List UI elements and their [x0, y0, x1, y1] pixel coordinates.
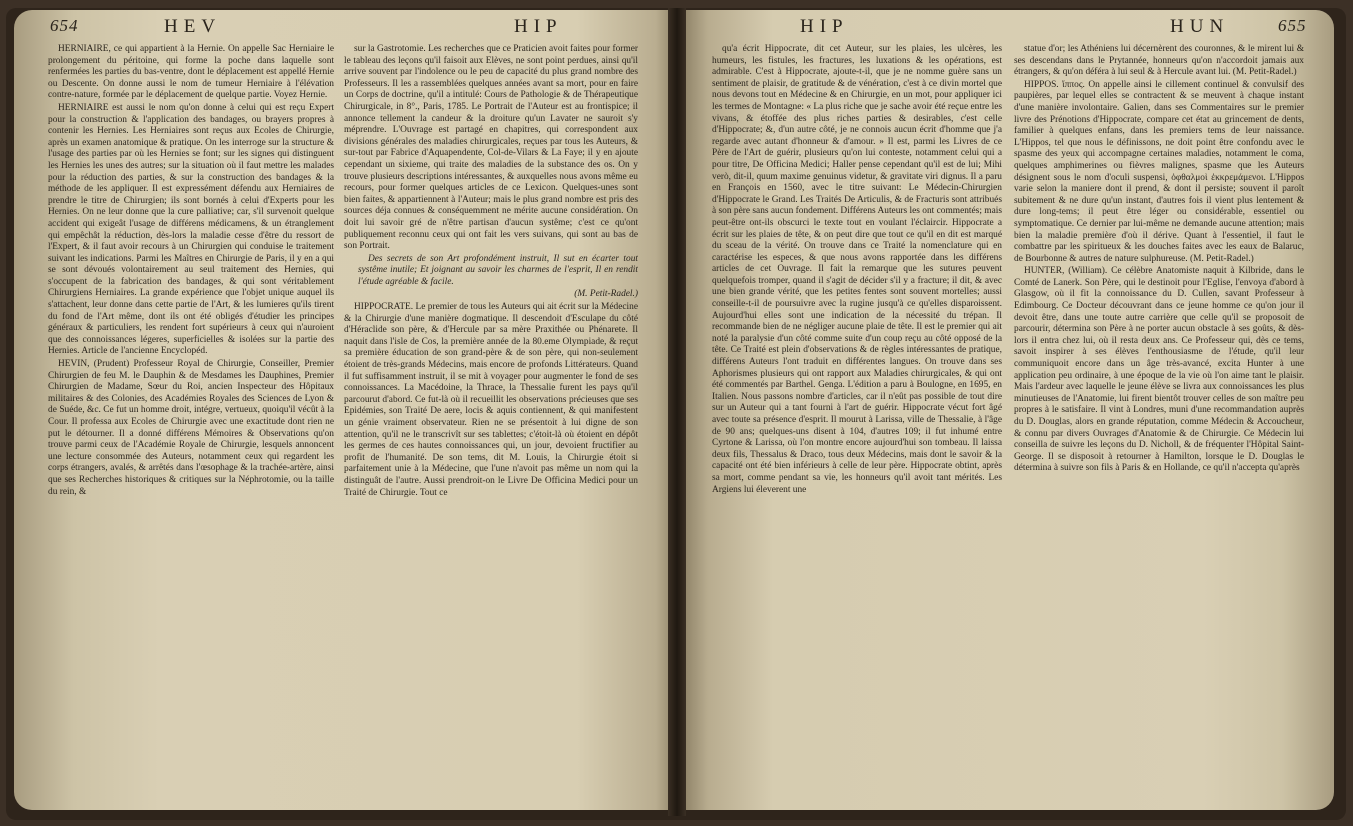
entry-paragraph: statue d'or; les Athéniens lui décernèrent des couronnes, & le mirent lui & ses descendans dans le Prytannée, honneurs qu'on n'accordoit jamais aux étrangers, & qu'on déféra à lui seul & à Hercule avant lui. (M. Petit-Radel.) [1014, 44, 1304, 78]
page-number: 655 [1278, 16, 1307, 35]
entry-paragraph: qu'a écrit Hippocrate, dit cet Auteur, sur les plaies, les ulcères, les humeurs, les fistules, les fractures, les luxations & les opérations, est admirable. C'est à Hippocrate, ajoute-t-il, que je ne nomme guère sans un sentiment de plaisir, de gratitude & de vénération, c'est à ce divin mortel que nous devons tout en Médecine & en Chirurgie, en un mot, pour appliquer ici les termes de Montagne: « La plus riche que je sache avoir été reçue entre les vivans, & étoffée des plus riches parties & desirables, c'est celle d'Hippocrate; &, d'un autre côté, je ne connois aucun écrit d'homme que j'a regarde avec autant d'honneur & d'amour. » Il est, parmi les Livres de ce Père de l'Art de guérir, plusieurs qu'on lui conteste, notamment celui qui a pour titre, De Officina Medici; Haller pense cependant qu'il est de lui; Mihi verò, dit-il, quum maxime genuinus videtur, & gravitate viri dignus. Il a paru en François en 1560, avec le titre suivant: Le Médecin-Chirurgien d'Hippocrate le Grand. Les Traités De Articulis, & de Fracturis sont attribués à son père sans aucun fondement. Différens Auteurs les ont commentés; mais peut-être ont-ils obscurci le texte tout en voulant l'éclaircir. Hippocrate a écrit sur les plaies de tête, & on peut dire que tout ce qu'il en dit est marqué du sceau de la vérité. On trouve dans ce Traité la nomenclature qui en caractérise les especes, & que nous avons rapportée dans les différens articles de cet Ouvrage. Il fait la remarque que les sutures peuvent quelquefois tromper, quand il s'agit de décider s'il y a fracture; il dit, & avec une bien grande vérité, que les petites fentes sont souvent mortelles; aussi conseille-t-il de poursuivre avec la rugine jusqu'à ce qu'elles disparoissent. Aujourd'hui elles sont une indication de la nécessité du trépan. Il recommande bien de ne négliger aucune plaie de tête. Il est le premier qui ait noté la paralysie d'un côté comme suite d'un coup reçu au côté opposé de la tête. Ce Traité est plein d'observations & de règles intéressantes de pratique, différens Auteurs l'ont traduit en différentes langues. On trouve dans ses Aphorismes plusieurs qui ont rapport aux Maladies chirurgicales, & qui ont été commentés par Barthel. Genga. L'édition a paru à Boulogne, en 1695, en Italien. Nous passons nombre d'articles, car il n'eût pas possible de tout dire sur un Auteur qui a tant fourni à l'art de guérir. Hippocrate vécut fort âgé avec toute sa présence d'esprit. Il mourut à Larissa, ville de Thessalie, à l'âge de 90 ans; quelques-uns disent à 104, d'autres 109; il fut inhumé entre Cyrtone & Larissa, où l'on montre encore aujourd'hui son tombeau. Il laissa deux fils, Thessalus & Draco, tous deux Médecins, mais dont le savoir & la capacité ont été bien inférieurs à celle de leur père. Hippocrate obtint, après sa mort, comme pendant sa vie, les honneurs qu'il avoit tant mérités. Les Argiens lui éleverent une [712, 44, 1002, 495]
page-number: 654 [50, 16, 79, 35]
right-running-head [682, 16, 1334, 42]
entry-paragraph: HERNIAIRE est aussi le nom qu'on donne à celui qui est reçu Expert pour la construction & l'application des bandages, ou brayers propres à contenir les Hernies. Les Herniaires sont reçus aux Ecoles de Chirurgie, après un examen anatomique & pratique. On les interroge sur la structure & l'usage des parties par où les Hernies se font; sur les signes qui distinguent les Hernies les unes des autres; sur la situation où il faut mettre les malades pour la réduction des parties, & sur la construction des bandages & la méthode de les appliquer. Il est expressément défendu aux Herniaires de prendre le titre de Chirurgien; ils sont bornés à celui d'Experts pour les Hernies. On ne leur donne que la cure palliative; car, s'il survenoit quelque accident qui exigeât l'usage de différens médicamens, & un étranglement qui empêchât la réduction, dès-lors la maladie cesse d'être du ressort de l'Expert, & il faut avoir recours à un Chirurgien qui conduise le traitement suivant les indications. Parmi les Maîtres en Chirurgie de Paris, il y en a qui se sont dévoués volontairement au seul traitement des Hernies, qui s'occupent de la fabrication des bandages, & qui sont véritablement Chirurgiens Herniaires. La grande expérience que l'objet unique auquel ils s'attachent, leur donne dans cette partie de l'Art, & les lumieres qu'ils tirent du fond de l'Art même, dont ils ont été obligés d'étudier les principes généraux & particuliers, les rendent fort supérieurs à ceux qui n'auroient que des connoissances légeres, superficielles & isolées sur la partie des Hernies. Article de l'ancienne Encyclopéd. [48, 102, 334, 357]
running-head-word: HUN [1170, 16, 1230, 37]
entry-paragraph: sur la Gastrotomie. Les recherches que ce Praticien avoit faites pour former le tableau des leçons qu'il faisoit aux Elèves, ne sont point perdues, ainsi qu'il arrive souvent par l'indolence ou le peu de capacité du plus grand nombre des Professeurs. Il les a rassemblées quelques années avant sa mort, pour en faire un Corps de doctrine, qu'il a intitulé: Cours de Pathologie & de Thérapeutique Chirurgicale, in 8°., Paris, 1785. Le Portrait de l'Auteur est au frontispice; il annonce tellement la candeur & la droiture qu'un Lavater ne sauroit s'y méprendre. L'Ouvrage est partagé en chapitres, qui correspondent aux divisions générales des maladies chirurgicales, reçues par tous les Auteurs, & sur-tout par Fabrice d'Aquapendente, Col-de-Vilars & La Faye; il y en ajoute cependant un sixieme, qui traite des maladies de la substance des os. On y trouve plusieurs descriptions intéressantes, & auxquelles nous avons même eu recours, pour former quelques articles de ce Lexicon. Quelques-unes sont bien faites, & appartiennent à l'Auteur; mais le plus grand nombre est pris des sources déja connues & conséquemment ne mérite aucune considération. On doit lui savoir gré de n'être partisan d'aucun systême; c'est ce qu'ont publiquement reconnu ceux qui ont fait les vers suivans, qui sont au bas de son Portrait. [344, 44, 638, 252]
left-page [14, 10, 676, 810]
entry-paragraph: HEVIN, (Prudent) Professeur Royal de Chirurgie, Conseiller, Premier Chirurgien de feu M. le Dauphin & de Mesdames les Dauphines, Premier Chirurgien de Madame, Sœur du Roi, ancien Inspecteur des Hôpitaux militaires & des Colonies, des Académies Royales des Sciences de Lyon & de Suéde, &c. Ce fut un homme droit, intégre, vertueux, quoiqu'il vécût à la Cour. Il professa aux Ecoles de Chirurgie avec une exactitude dont rien ne put le détourner. Il a donné différens Mémoires & Observations qu'on trouve parmi ceux de l'Académie Royale de Chirurgie, lesquels annoncent une lecture consommée des Auteurs, notamment ceux qui regardent les corps étrangers, avalés, & arrêtés dans l'œsophage & la trachée-artère, ainsi que ses Recherches historiques & critiques sur la Néphrotomie, ou la taille du rein, & [48, 359, 334, 497]
right-page [682, 10, 1334, 810]
author-signature: (M. Petit-Radel.) [574, 289, 638, 300]
left-column-2 [344, 44, 638, 804]
verse: Des secrets de son Art profondément instruit, Il sut en écarter tout systême inutile; Et joignant au savoir les charmes de l'esprit, Il en rendit l'étude agréable & facile. [358, 253, 638, 287]
running-head-word: HIP [800, 16, 849, 37]
entry-paragraph: HIPPOS. ἵππος. On appelle ainsi le cillement continuel & convulsif des paupières, par lequel elles se contractent & se meuvent à chaque instant d'une manière involontaire. Galien, dans ses Commentaires sur le premier livre des Prénotions d'Hippocrate, compare cet état au grincement de dents, familier à quelques enfans, dans les premiers tems de leur naissance. L'Hippos, tel que nous le définissons, ne doit point être confondu avec le spasme des yeux qui accompagne certaines maladies, notamment le coma, quelques amphimerines ou fièvres malignes, spasme que les Auteurs désignent sous le nom d'oculi suspensi, ὀφθαλμοὶ ἐκκρεμάμενοι. L'Hippos varie selon la maniere dont il prend, & dont il persiste; souvent il paroît subitement & ne dure qu'un instant, d'autres fois il vient plus lentement & dure long-tems; il peut être léger ou considérable, essentiel ou symptomatique. Ce dernier par lui-même ne demande aucune attention; mais bien la maladie première d'où il dérive. Quant à l'essentiel, il faut le combattre par les spiritueux & les douches faites avec les eaux de Balaruc, de Bourbonne & autres de nature sulphureuse. (M. Petit-Radel.) [1014, 79, 1304, 264]
book-gutter [668, 8, 686, 816]
left-running-head [14, 16, 676, 42]
running-head-word: HEV [164, 16, 222, 37]
entry-paragraph: HERNIAIRE, ce qui appartient à la Hernie. On appelle Sac Herniaire le prolongement du péritoine, qui forme la poche dans laquelle sont renfermées les parties du bas-ventre, dont le déplacement est appellé Hernie ou Descente. On donne aussi le nom de tumeur Herniaire à l'élévation contre-nature, formée par le déplacement de quelque partie. Voyez Hernie. [48, 44, 334, 101]
entry-paragraph: HUNTER, (William). Ce célèbre Anatomiste naquit à Kilbride, dans le Comté de Lanerk. Son Père, qui le destinoit pour l'Eglise, l'envoya d'abord à Glasgow, où il fit la connoissance du D. Cullen, savant Professeur à Edimbourg. Ce Docteur découvrant dans ce jeune homme ce qu'on jour il devoit être, dans une toute autre carrière que celle qu'il se proposoit de parcourir, détermina son Père à ne porter aucun obstacle à ses goûts, & dès-lors il entra chez lui, où il resta deux ans. Ce Professeur qui, dès ce tems, savoit inspirer à ses élèves l'enthousiasme de l'étude, qu'il leur communiquoit encore dans un âge très-avancé, excita Hunter à une application peu ordinaire, à une époque de la vie où l'on aime tant le plaisir. Mais l'ardeur avec laquelle le jeune élève se livra aux connoissances les plus minutieuses de l'Anatomie, lui firent bientôt trouver celles de son maître peu propres à le satisfaire. Il vint à Londres, muni d'une recommandation auprès du D. Douglas, alors en grande réputation, comme Médecin & Accoucheur, & connu par divers Ouvrages d'Anatomie & de Chirurgie. Ce Médecin lui conseilla de suivre les leçons du D. Nicholl, & de fréquenter l'Hôpital Saint-George. Il se disposoit à retourner à Hamilton, lorsque le D. Douglas le détermina à suivre son fils à Paris & en Hollande, ce qu'il n'accepta qu'après [1014, 266, 1304, 474]
entry-paragraph: HIPPOCRATE. Le premier de tous les Auteurs qui ait écrit sur la Médecine & la Chirurgie d'une manière dogmatique. Il descendoit d'Esculape du côté d'Héraclide son père, & d'Hercule par sa mère Praxithée ou Phénarete. Il naquit dans l'isle de Cos, la première année de la 80.eme Olympiade, & reçut sa première éducation de son grand-père & de son père, qui non-seulement étoient de très-grands Médecins, mais encore de profonds Littérateurs. Quand il fut suffisamment instruit, il se mit à voyager pour augmenter le fond de ses connoissances. La Macédoine, la Thrace, la Thessalie furent les pays qu'il parcourut d'abord. Ce fut-là où il recueillit les observations précieuses que ses Epidémies, son Traité De aere, locis & aquis contiennent, & qui manifestent un génie vraiment observateur. Rien ne se présentoit à lui digne de son attention, qu'il ne le transcrivît sur ses tablettes; c'étoit-là où étoient en dépôt les germes de ces hautes connoissances qui, un jour, devoient fructifier au profit de l'humanité. De son tems, dit M. Louis, la Chirurgie étoit si parfaitement unie à la Médecine, que l'une n'avoit pas même un nom qui la distinguât de l'autre. Aussi prendroit-on le Livre De Officina Medici pour un Traité de Chirurgie. Tout ce [344, 302, 638, 498]
running-head-word: HIP [514, 16, 563, 37]
left-column-1 [48, 44, 334, 804]
right-column-2 [1014, 44, 1304, 804]
right-column-1 [712, 44, 1002, 804]
